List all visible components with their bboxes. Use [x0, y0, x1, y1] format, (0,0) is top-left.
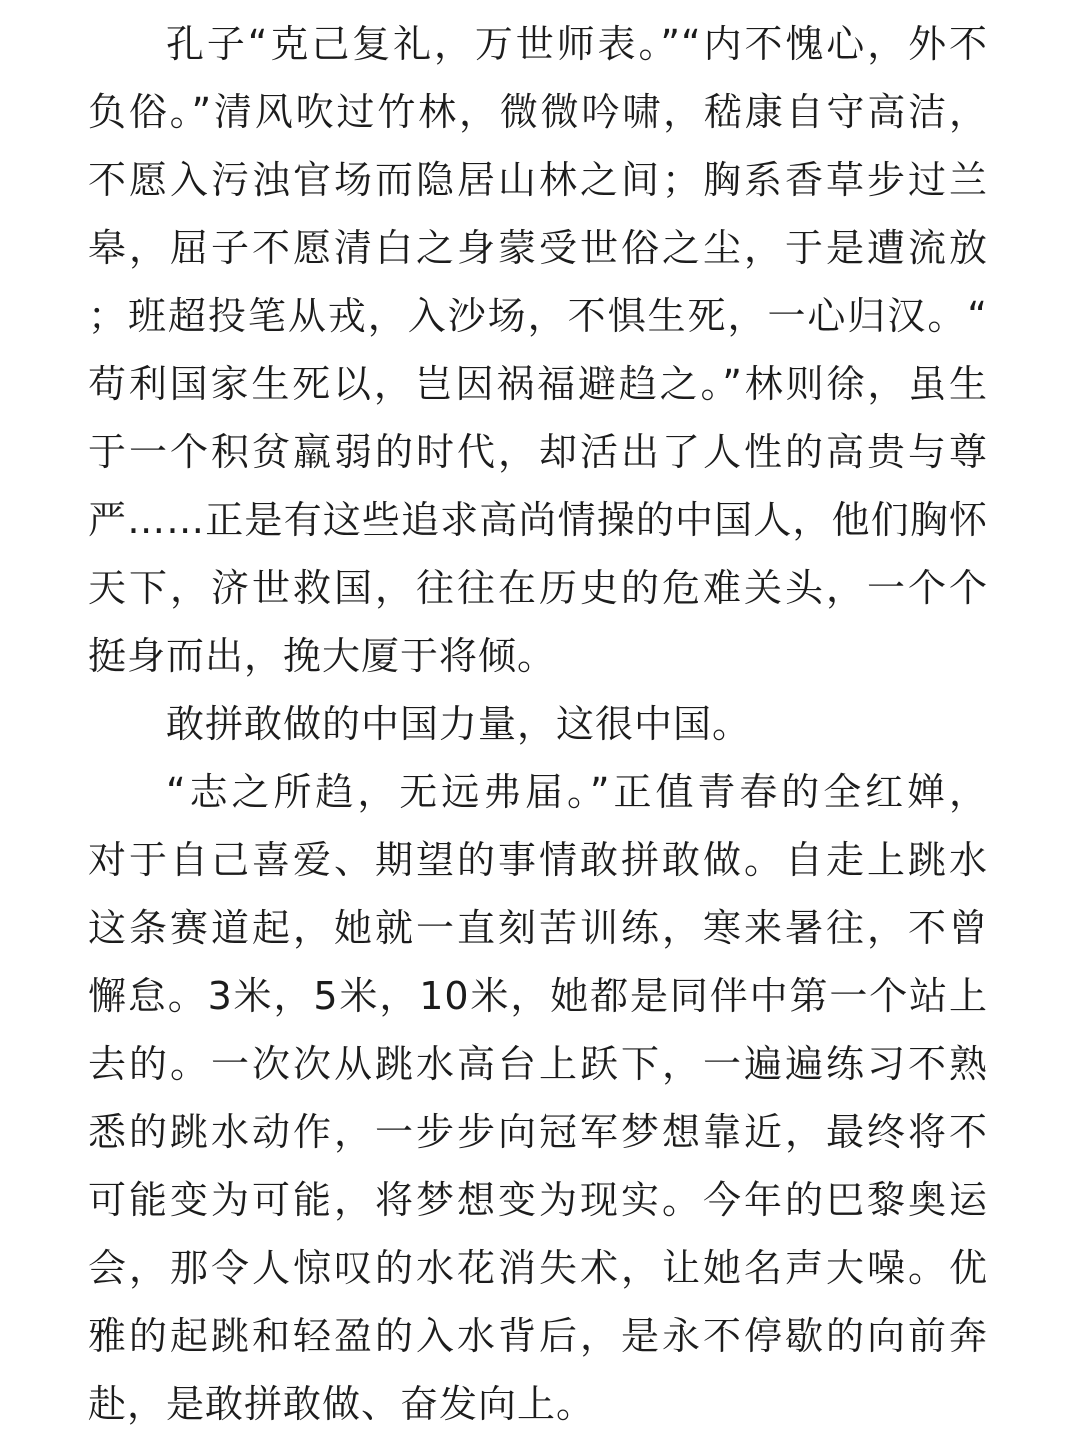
text-line: ；班超投笔从戎，入沙场，不惧生死，一心归汉。“	[88, 294, 988, 338]
text-line: 苟利国家生死以，岂因祸福避趋之。”林则徐，虽生	[88, 362, 988, 406]
text-line: 对于自己喜爱、期望的事情敢拼敢做。自走上跳水	[88, 838, 988, 882]
paragraph	[88, 758, 988, 1438]
text-line: 于一个积贫羸弱的时代，却活出了人性的高贵与尊	[88, 430, 988, 474]
text-line: 这条赛道起，她就一直刻苦训练，寒来暑往，不曾	[88, 906, 988, 950]
text-line: 皋，屈子不愿清白之身蒙受世俗之尘，于是遭流放	[88, 226, 988, 270]
paragraph	[88, 690, 988, 758]
article-body	[88, 10, 988, 1438]
text-line: 赴，是敢拼敢做、奋发向上。	[88, 1382, 596, 1426]
text-line: 可能变为可能，将梦想变为现实。今年的巴黎奥运	[88, 1178, 988, 1222]
text-line: 孔子“克己复礼，万世师表。”“内不愧心，外不	[166, 22, 988, 66]
text-line: 会，那令人惊叹的水花消失术，让她名声大噪。优	[88, 1246, 988, 1290]
text-line: 悉的跳水动作，一步步向冠军梦想靠近，最终将不	[88, 1110, 988, 1154]
text-line: 懈怠。3米，5米，10米，她都是同伴中第一个站上	[88, 974, 988, 1018]
text-line: 严……正是有这些追求高尚情操的中国人，他们胸怀	[88, 498, 988, 542]
text-line: 负俗。”清风吹过竹林，微微吟啸，嵇康自守高洁，	[88, 90, 988, 134]
text-line: 敢拼敢做的中国力量，这很中国。	[166, 702, 752, 746]
text-line: 天下，济世救国，往往在历史的危难关头，一个个	[88, 566, 988, 610]
text-line: 挺身而出，挽大厦于将倾。	[88, 634, 557, 678]
text-line: 去的。一次次从跳水高台上跃下，一遍遍练习不熟	[88, 1042, 988, 1086]
text-line: 不愿入污浊官场而隐居山林之间；胸系香草步过兰	[88, 158, 988, 202]
paragraph	[88, 10, 988, 690]
text-line: “志之所趋，无远弗届。”正值青春的全红婵，	[166, 770, 988, 814]
text-line: 雅的起跳和轻盈的入水背后，是永不停歇的向前奔	[88, 1314, 988, 1358]
